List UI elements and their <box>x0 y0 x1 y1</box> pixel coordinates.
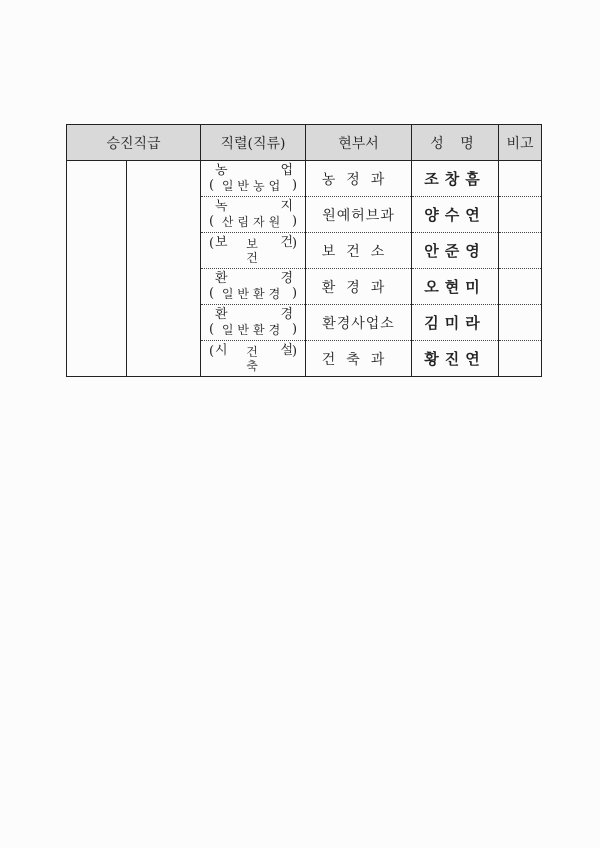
position-sub-text: 건축 <box>246 345 280 373</box>
name-cell <box>412 197 499 233</box>
promotion-grade-cell-a <box>67 161 127 377</box>
remarks-cell <box>499 341 542 377</box>
name-text: 양수연 <box>424 206 486 224</box>
position-main <box>215 272 293 285</box>
position-main-right: 경 <box>280 307 294 322</box>
department-text: 건축과 <box>321 351 396 368</box>
remarks-cell <box>499 197 542 233</box>
header-promotion-grade: 승진직급 <box>67 125 201 161</box>
position-main-left: 보 <box>215 235 228 250</box>
name-cell <box>412 161 499 197</box>
paren-close: ) <box>291 236 298 251</box>
position-cell <box>201 269 306 305</box>
position-sub <box>209 345 297 373</box>
position-sub-text: 일반환경 <box>221 323 285 337</box>
position-sub-text: 보건 <box>246 237 280 265</box>
department-text: 환경사업소 <box>322 315 395 332</box>
name-cell <box>412 341 499 377</box>
paren-close: ) <box>291 344 298 359</box>
remarks-cell <box>499 305 542 341</box>
name-text: 조창흠 <box>424 170 486 188</box>
promotion-grade-cell-b <box>127 161 201 377</box>
position-sub <box>209 287 297 301</box>
position-sub <box>209 179 297 193</box>
position-sub <box>209 237 297 265</box>
remarks-cell <box>499 269 542 305</box>
paren-open: ( <box>209 178 215 193</box>
paren-close: ) <box>291 178 298 193</box>
name-text: 김미라 <box>424 314 486 332</box>
department-text: 보건소 <box>321 243 396 260</box>
department-cell <box>306 197 412 233</box>
position-sub-text: 산림자원 <box>221 215 285 229</box>
remarks-cell <box>499 233 542 269</box>
position-cell <box>201 233 306 269</box>
header-row <box>67 125 542 161</box>
position-main <box>215 308 293 321</box>
position-main-right: 건 <box>280 235 294 250</box>
header-department: 현부서 <box>306 125 412 161</box>
department-cell <box>306 341 412 377</box>
position-cell <box>201 305 306 341</box>
remarks-cell <box>499 161 542 197</box>
position-main-right: 설 <box>280 343 294 358</box>
header-remarks: 비고 <box>499 125 542 161</box>
department-cell <box>306 305 412 341</box>
paren-close: ) <box>291 322 298 337</box>
name-text: 안준영 <box>424 242 486 260</box>
position-sub-text: 일반환경 <box>221 287 285 301</box>
position-sub-text: 일반농업 <box>221 179 285 193</box>
position-main-left: 농 <box>215 163 228 178</box>
position-main-left: 시 <box>215 343 228 358</box>
paren-open: ( <box>209 236 215 251</box>
paren-open: ( <box>209 286 215 301</box>
name-cell <box>412 233 499 269</box>
position-main-right: 업 <box>280 163 294 178</box>
paren-close: ) <box>291 214 298 229</box>
position-main-left: 환 <box>215 271 228 286</box>
header-name: 성 명 <box>412 125 499 161</box>
paren-open: ( <box>209 214 215 229</box>
paren-open: ( <box>209 322 215 337</box>
table-row <box>67 161 542 197</box>
position-main <box>215 200 293 213</box>
position-main-left: 녹 <box>215 199 228 214</box>
name-text: 황진연 <box>424 350 486 368</box>
position-cell <box>201 161 306 197</box>
position-main-right: 경 <box>280 271 294 286</box>
header-position: 직렬(직류) <box>201 125 306 161</box>
name-cell <box>412 269 499 305</box>
name-cell <box>412 305 499 341</box>
position-cell <box>201 341 306 377</box>
department-cell <box>306 269 412 305</box>
department-text: 원예허브과 <box>322 207 395 224</box>
name-text: 오현미 <box>424 278 486 296</box>
paren-open: ( <box>209 344 215 359</box>
department-cell <box>306 233 412 269</box>
position-main-right: 지 <box>280 199 294 214</box>
position-sub <box>209 323 297 337</box>
position-sub <box>209 215 297 229</box>
department-text: 환경과 <box>321 279 396 296</box>
promotion-table <box>66 124 542 377</box>
position-main <box>215 164 293 177</box>
position-cell <box>201 197 306 233</box>
paren-close: ) <box>291 286 298 301</box>
position-main-left: 환 <box>215 307 228 322</box>
department-cell <box>306 161 412 197</box>
department-text: 농정과 <box>321 171 396 188</box>
